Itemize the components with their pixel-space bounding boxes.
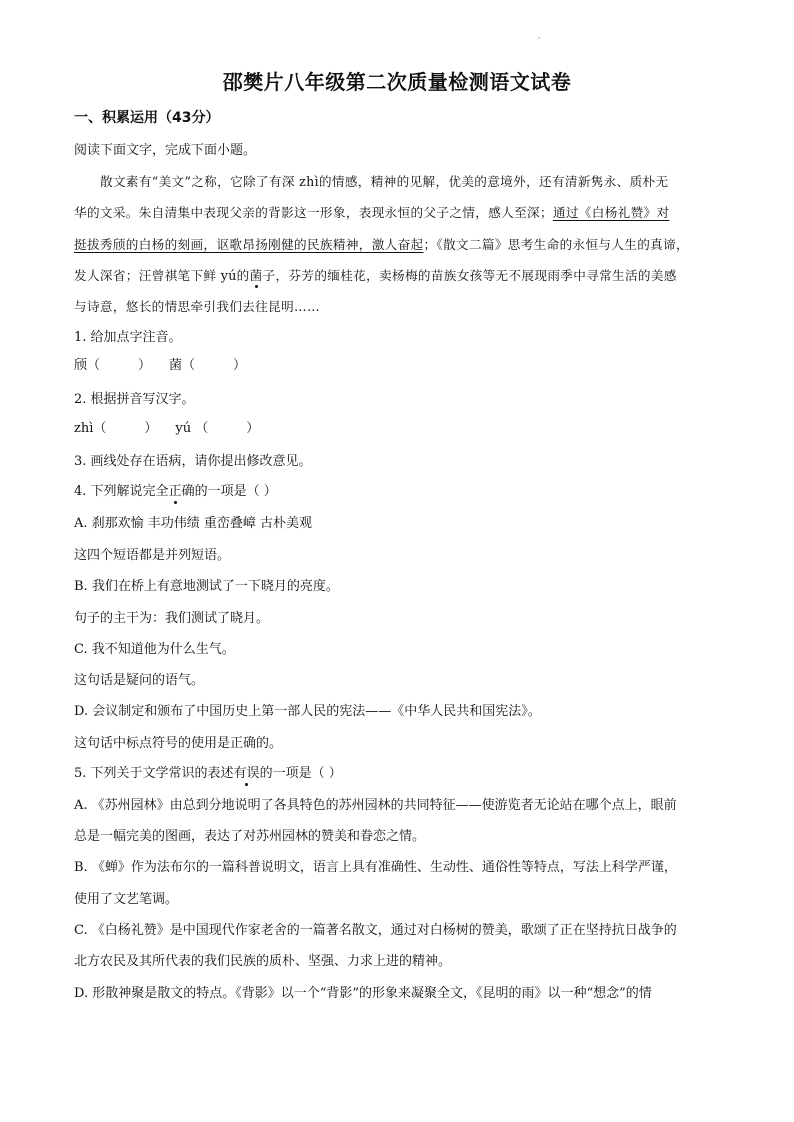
question-3-stem: 3. 画线处存在语病，请你提出修改意见。 bbox=[74, 454, 312, 469]
passage-line-2 bbox=[74, 205, 722, 221]
q5-stem-a: 5. 下列关于文学常识的表述 bbox=[74, 766, 234, 781]
q1-blank-b-label: 菌（ bbox=[169, 358, 196, 373]
q2-blank-b-close: ） bbox=[246, 421, 260, 436]
q5-stem-b: 的一项是（ ） bbox=[259, 766, 342, 781]
section-heading: 一、积累运用（43分） bbox=[74, 110, 220, 126]
q5-option-c-line-1: C. 《白杨礼赞》是中国现代作家老舍的一篇著名散文，通过对白杨树的赞美，歌颂了正在坚持抗日战争的 bbox=[74, 923, 677, 938]
header-mark: · bbox=[538, 34, 541, 43]
passage-line-2-text: 华的文采。朱自清集中表现父亲的背影这一形象，表现永恒的父子之情，感人至深； bbox=[74, 205, 553, 220]
q4-option-a: A. 刹那欢愉 丰功伟绩 重峦叠嶂 古朴美观 bbox=[74, 516, 313, 531]
q5-emphasis-chars: 有误 bbox=[233, 766, 260, 781]
q4-option-d: D. 会议制定和颁布了中国历史上第一部人民的宪法——《中华人民共和国宪法》。 bbox=[74, 704, 541, 719]
q4-option-a-note: 这四个短语都是并列短语。 bbox=[74, 548, 231, 563]
q5-option-a-line-2: 总是一幅完美的图画，表达了对苏州园林的赞美和眷恋之情。 bbox=[74, 829, 426, 844]
q1-blank-b-close: ） bbox=[233, 358, 247, 373]
q4-option-b-note: 句子的主干为：我们测试了晓月。 bbox=[74, 611, 270, 626]
question-1-blanks bbox=[74, 358, 722, 374]
emphasis-dot-char: 菌 bbox=[249, 268, 263, 283]
passage-line-4-b: 子，芬芳的缅桂花，卖杨梅的苗族女孩等无不展现雨季中寻常生活的美感 bbox=[262, 268, 677, 283]
q5-option-b-line-2: 使用了文艺笔调。 bbox=[74, 892, 179, 907]
q5-option-b-line-1: B. 《蝉》作为法布尔的一篇科普说明文，语言上具有准确性、生动性、通俗性等特点，写法上科学严谨， bbox=[74, 860, 677, 875]
q2-blank-a-label: zhì（ bbox=[74, 421, 107, 436]
q4-option-c-note: 这句话是疑问的语气。 bbox=[74, 673, 205, 688]
underlined-sentence-start: 通过《白杨礼赞》对 bbox=[552, 205, 670, 220]
question-1-stem: 1. 给加点字注音。 bbox=[74, 330, 182, 345]
exam-title: 邵樊片八年级第二次质量检测语文试卷 bbox=[222, 70, 572, 94]
q4-stem-a: 4. 下列解说完全 bbox=[74, 484, 169, 499]
question-5-stem bbox=[74, 766, 722, 782]
q4-emphasis-char: 正 bbox=[168, 484, 182, 499]
underlined-sentence-end: 挺拔秀颀的白杨的刻画，讴歌昂扬刚健的民族精神，激人奋起 bbox=[74, 237, 424, 252]
passage-line-5: 与诗意，悠长的情思牵引我们去往昆明…… bbox=[74, 299, 320, 314]
passage-line-3 bbox=[74, 237, 722, 253]
q5-option-a-line-1: A. 《苏州园林》由总到分地说明了各具特色的苏州园林的共同特征——使游览者无论站在哪个点上，眼前 bbox=[74, 798, 677, 813]
q2-blank-a-close: ） bbox=[144, 421, 158, 436]
q4-stem-b: 确的一项是（ ） bbox=[181, 484, 277, 499]
question-4-stem bbox=[74, 484, 722, 500]
q2-blank-b-label: yú （ bbox=[175, 421, 209, 436]
q5-option-c-line-2: 北方农民及其所代表的我们民族的质朴、坚强、力求上进的精神。 bbox=[74, 954, 452, 969]
question-2-stem: 2. 根据拼音写汉字。 bbox=[74, 392, 195, 407]
q1-blank-a-label: 颀（ bbox=[74, 358, 101, 373]
q1-blank-a-close: ） bbox=[138, 358, 152, 373]
passage-line-4-a: 发人深省；汪曾祺笔下鲜 yú的 bbox=[74, 268, 250, 283]
q4-option-d-note: 这句话中标点符号的使用是正确的。 bbox=[74, 736, 283, 751]
reading-instruction: 阅读下面文字，完成下面小题。 bbox=[74, 143, 257, 158]
q4-option-b: B. 我们在桥上有意地测试了一下晓月的亮度。 bbox=[74, 579, 339, 594]
passage-line-1: 散文素有“美文”之称，它除了有深 zhì的情感，精神的见解，优美的意境外，还有清新隽永、质朴无 bbox=[100, 174, 669, 189]
passage-line-4 bbox=[74, 268, 722, 284]
q5-option-d-line-1: D. 形散神聚是散文的特点。《背影》以一个“背影”的形象来凝聚全文，《昆明的雨》以一种“想念”的情 bbox=[74, 986, 652, 1001]
q4-option-c: C. 我不知道他为什么生气。 bbox=[74, 642, 235, 657]
question-2-blanks bbox=[74, 421, 722, 437]
passage-line-3-text: ；《散文二篇》思考生命的永恒与人生的真谛， bbox=[423, 237, 690, 252]
